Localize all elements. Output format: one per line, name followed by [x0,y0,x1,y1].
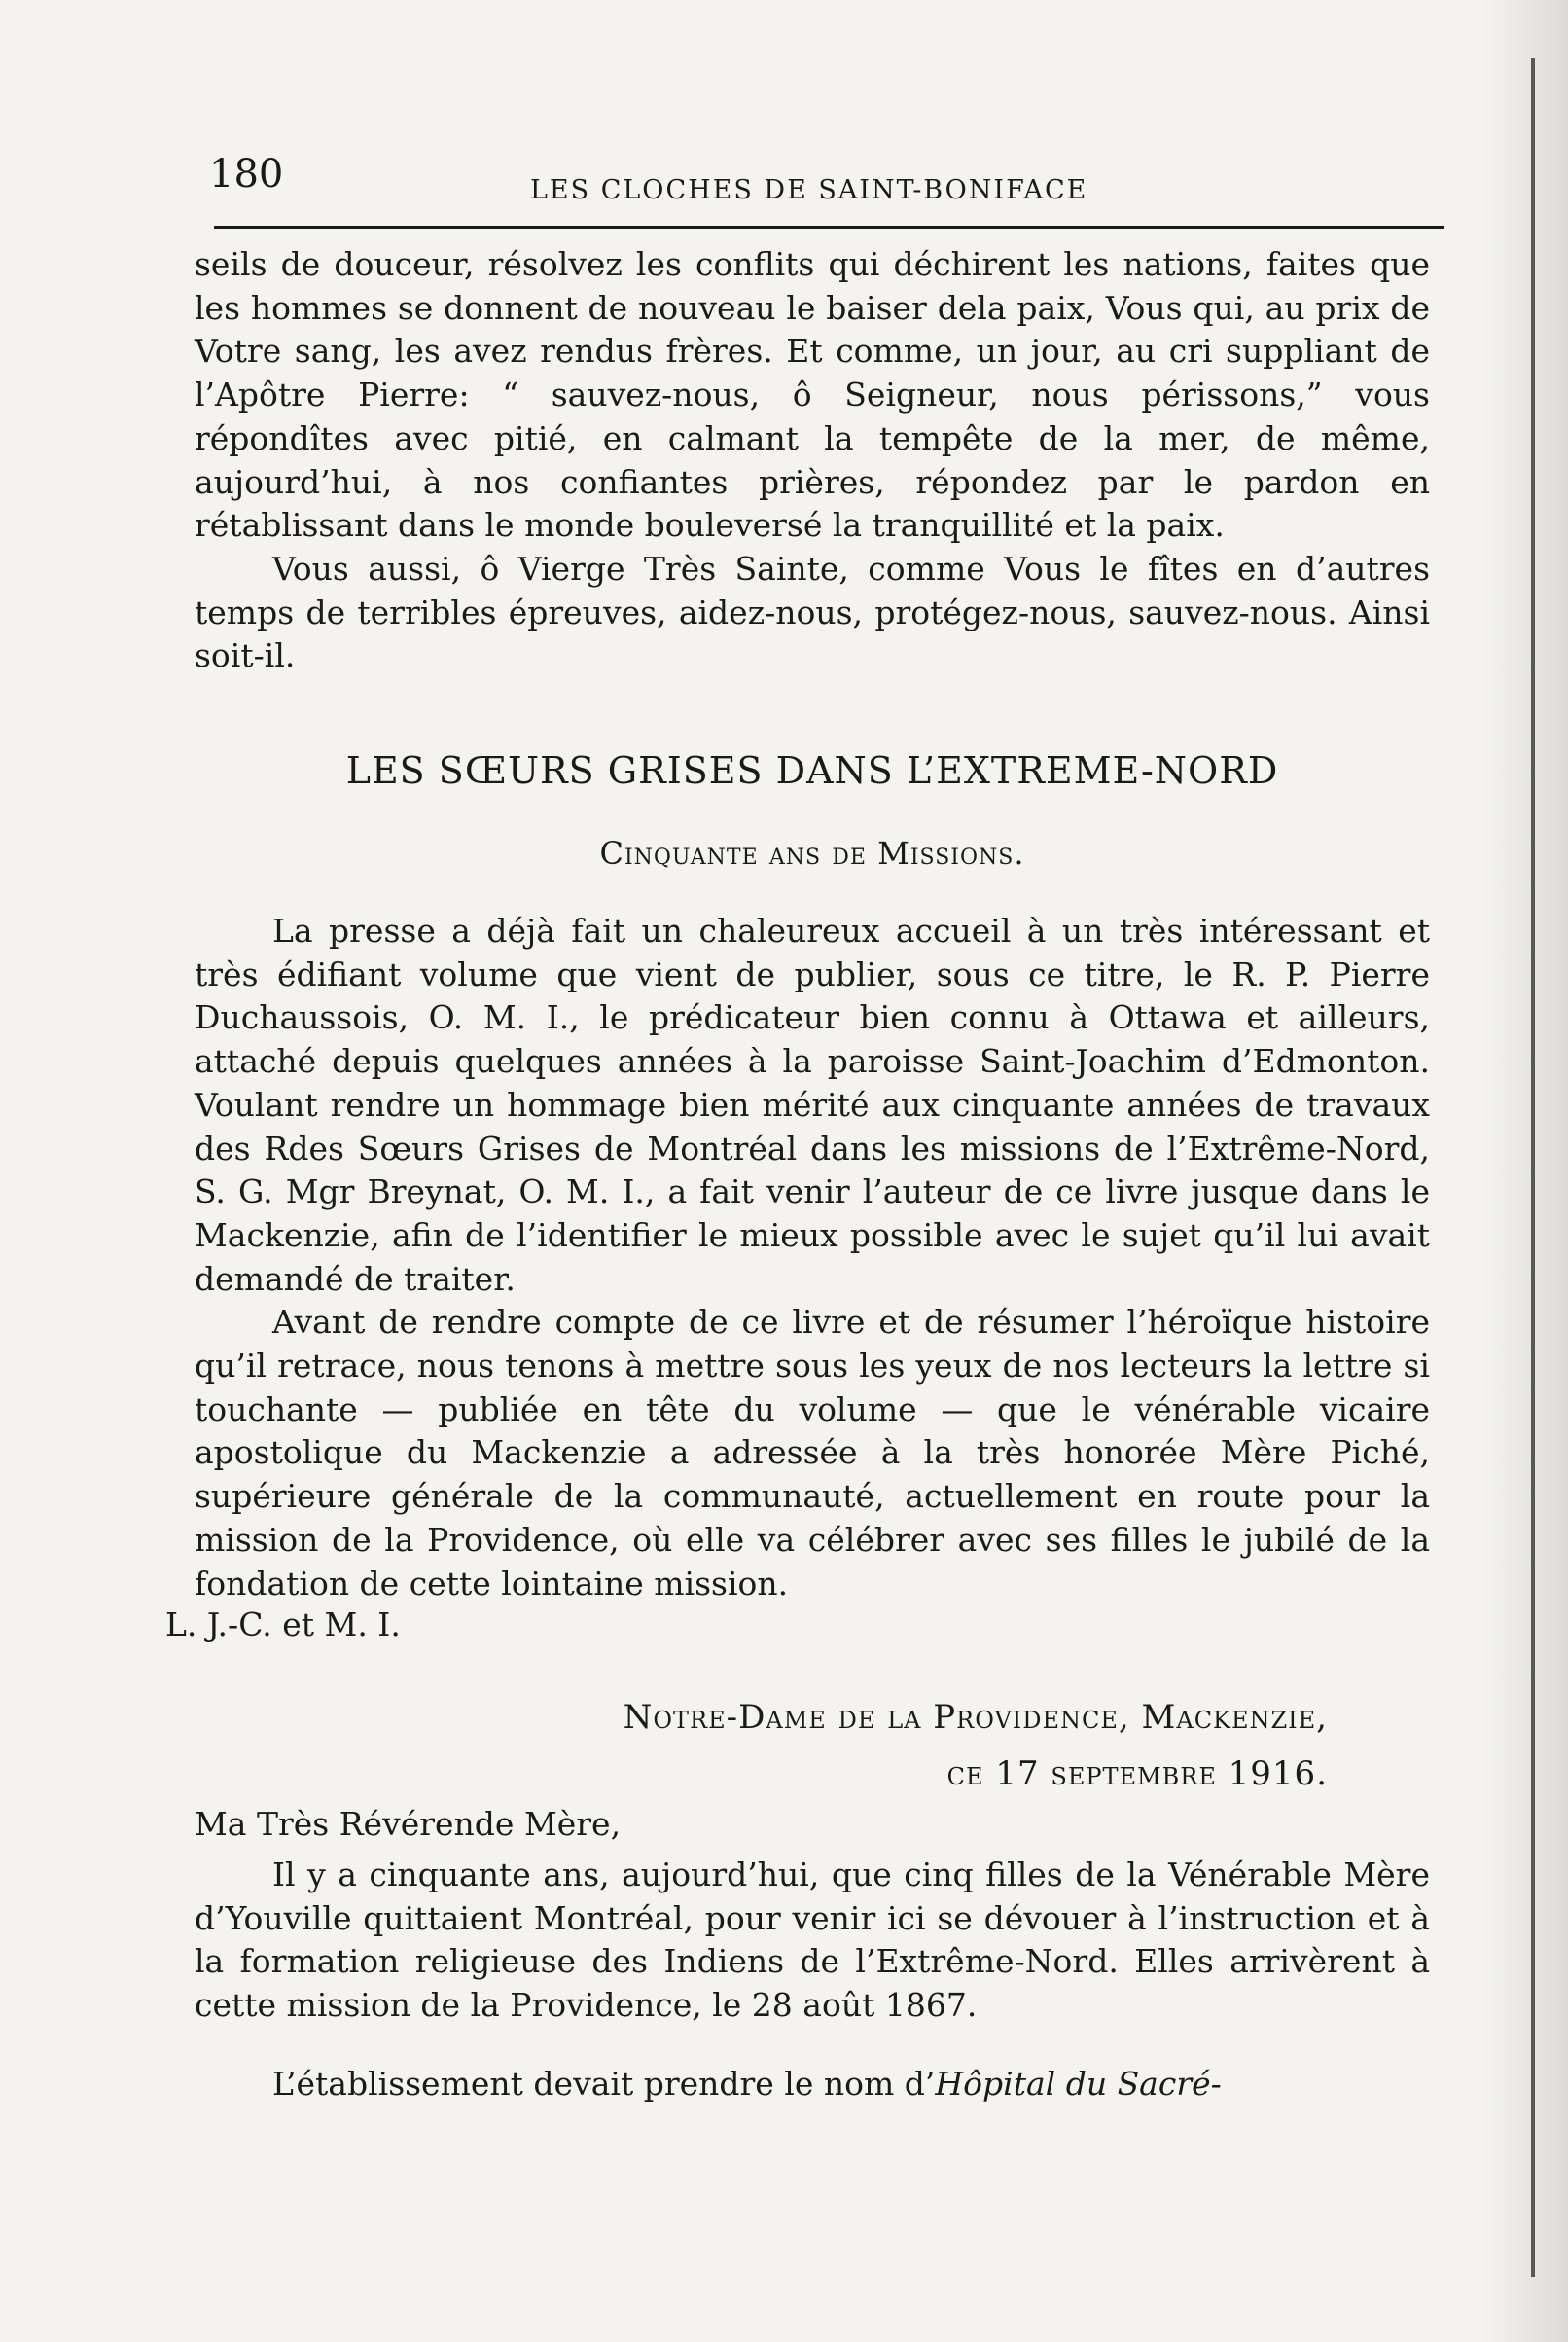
scan-edge-shadow [1480,0,1568,2342]
paragraph [195,2063,1430,2107]
letter-heading-code: L. J.-C. et M. I. [165,1605,401,1643]
italic-title: Hôpital du Sacré- [935,2065,1222,2103]
paragraph: seils de douceur, résolvez les conflits qui déchirent les nations, faites que les hommes se donnent de nouveau le baiser dela paix, Vous qui, au prix de Votre sang, les avez rendus frères. Et comme, un jour, au cri suppliant de l’Apôtre Pierre: “ sauvez-nous, ô Seigneur, nous périssons,” vous répondîtes avec pitié, en calmant la tempête de la mer, de même, aujourd’hui, à nos confiantes prières, répondez par le pardon en rétablissant dans le monde bouleversé la tranquillité et la paix. [195,245,1430,545]
letter-body [195,1854,1430,2028]
page-number: 180 [209,152,284,197]
section-title: LES SŒURS GRISES DANS L’EXTREME-NORD [345,749,1279,792]
header-rule [214,226,1444,229]
letter-salutation: Ma Très Révérende Mère, [195,1805,622,1843]
paragraph: Vous aussi, ô Vierge Très Sainte, comme Vous le fîtes en d’autres temps de terribles épreuves, aidez-nous, protégez-nous, sauvez-nous. Ainsi soit-il. [195,549,1430,675]
paragraph: Avant de rendre compte de ce livre et de résumer l’héroïque histoire qu’il retrace, nous tenons à mettre sous les yeux de nos lecteurs la lettre si touchante — publiée en tête du volume — que le vénérable vicaire apostolique du Mackenzie a adressée à la très honorée Mère Piché, supérieure générale de la communauté, actuellement en route pour la mission de la Providence, où elle va célébrer avec ses filles le jubilé de la fondation de cette lointaine mission. [195,1303,1430,1603]
section-subtitle: Cinquante ans de Missions. [599,835,1025,872]
letter-body-continued [195,2063,1430,2107]
paragraph-text: L’établissement devait prendre le nom d’ [272,2065,936,2103]
letter-place: Notre-Dame de la Providence, Mackenzie, [623,1698,1328,1737]
scan-edge-line [1531,58,1535,2277]
article-intro [195,910,1430,1605]
paragraph: La presse a déjà fait un chaleureux accueil à un très intéressant et très édifiant volume que vient de publier, sous ce titre, le R. P. Pierre Duchaussois, O. M. I., le prédicateur bien connu à Ottawa et ailleurs, attaché depuis quelques années à la paroisse Saint-Joachim d’Edmonton. Voulant rendre un hommage bien mérité aux cinquante années de travaux des Rdes Sœurs Grises de Montréal dans les missions de l’Extrême-Nord, S. G. Mgr Breynat, O. M. I., a fait venir l’auteur de ce livre jusque dans le Mackenzie, afin de l’identifier le mieux possible avec le sujet qu’il lui avait demandé de traiter. [195,912,1430,1298]
letter-date: ce 17 septembre 1916. [946,1754,1328,1793]
page-header [209,146,1435,214]
running-head: LES CLOCHES DE SAINT-BONIFACE [530,175,1088,205]
prayer-continuation [195,243,1430,678]
paragraph: Il y a cinquante ans, aujourd’hui, que cinq filles de la Vénérable Mère d’Youville quittaient Montréal, pour venir ici se dévouer à l’instruction et à la formation religieuse des Indiens de l’Extrême-Nord. Elles arrivèrent à cette mission de la Providence, le 28 août 1867. [195,1856,1430,2025]
